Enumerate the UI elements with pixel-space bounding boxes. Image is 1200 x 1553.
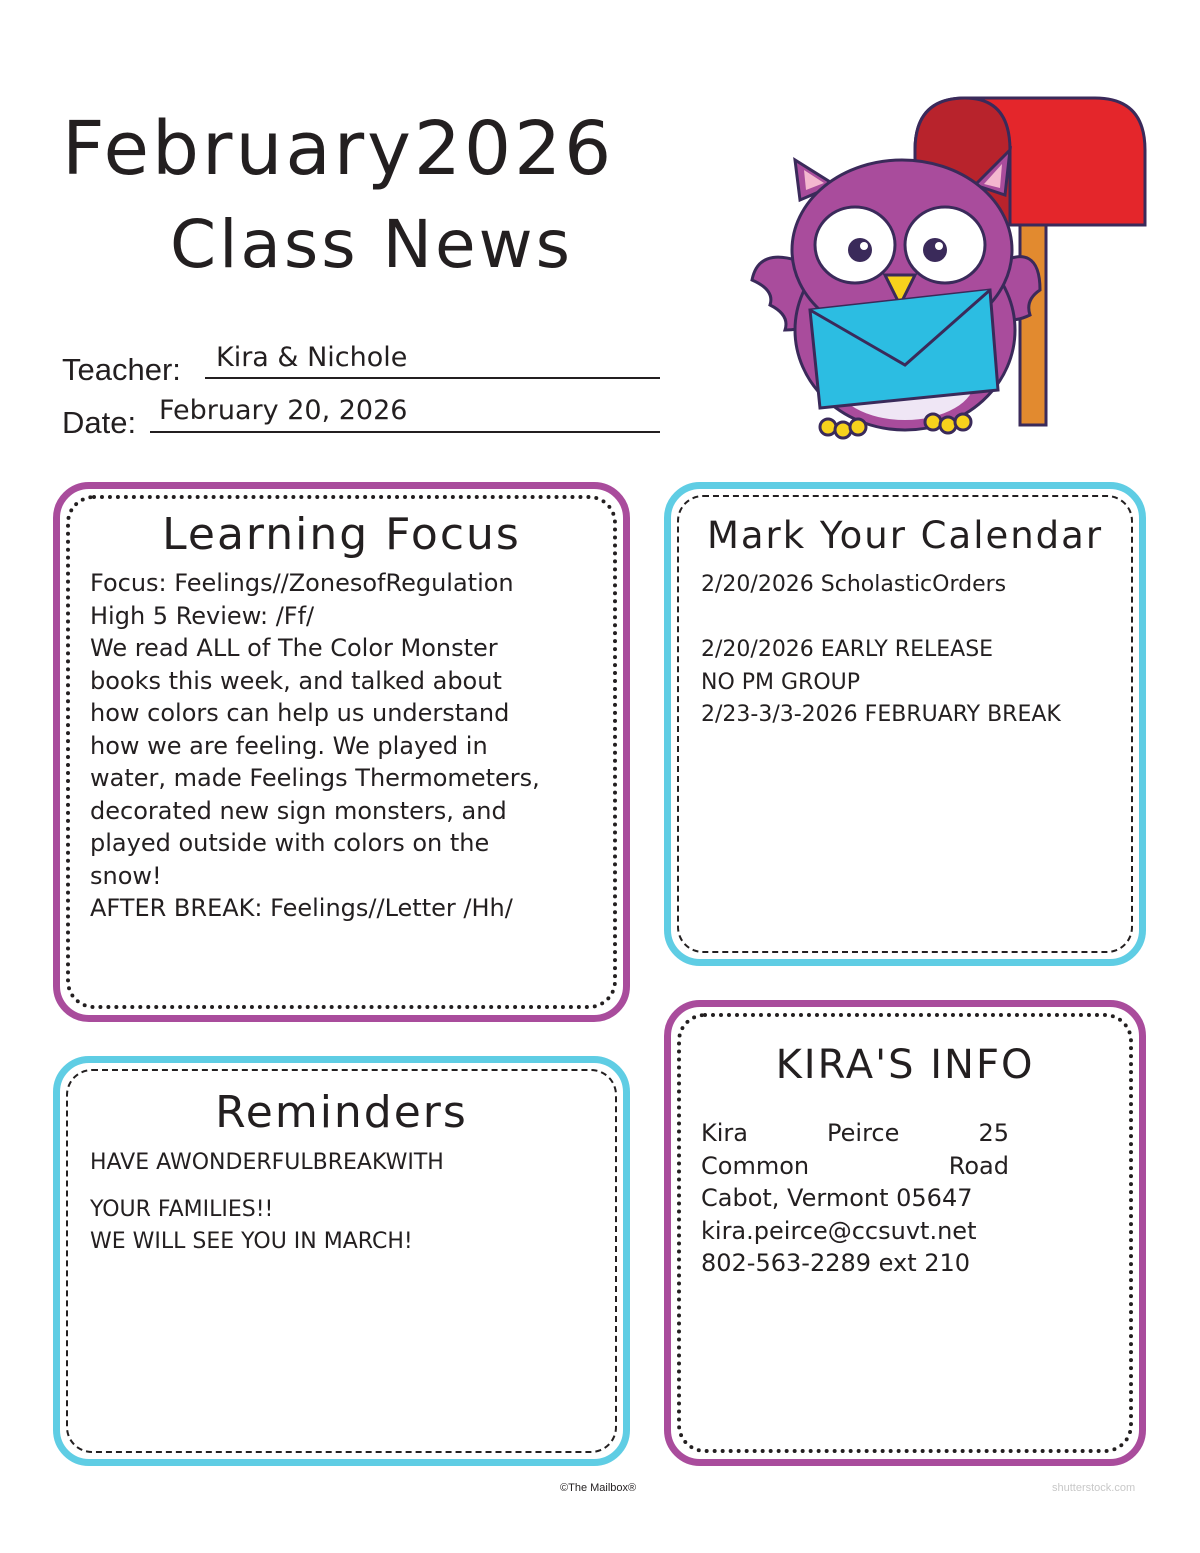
info-word: Kira (701, 1119, 748, 1147)
focus-line: snow! (90, 861, 162, 890)
focus-line: water, made Feelings Thermometers, (90, 764, 540, 792)
watermark: shutterstock.com (1052, 1482, 1136, 1494)
contact-info-text (701, 1117, 1009, 1280)
focus-line: AFTER BREAK: Feelings//Letter /Hh/ (90, 894, 513, 922)
info-word: Peirce (827, 1119, 900, 1147)
focus-line: how we are feeling. We played in (90, 731, 488, 760)
reminder-line: HAVE AWONDERFULBREAKWITH (90, 1150, 444, 1175)
date-value: February 20, 2026 (159, 395, 408, 426)
focus-line: how colors can help us understand (90, 699, 510, 727)
calendar-line: 2/20/2026 ScholasticOrders (701, 572, 1007, 597)
info-email[interactable]: kira.peirce@ccsuvt.net (701, 1216, 977, 1245)
teacher-value: Kira & Nichole (216, 342, 408, 373)
calendar-box (664, 482, 1146, 966)
info-phone: 802-563-2289 ext 210 (701, 1249, 971, 1277)
info-word: 25 (978, 1119, 1009, 1147)
reminder-line: YOUR FAMILIES!! (90, 1196, 274, 1222)
reminders-box (53, 1056, 630, 1466)
focus-line: High 5 Review: /Ff/ (90, 601, 315, 630)
focus-line: books this week, and talked about (90, 666, 502, 695)
learning-focus-title: Learning Focus (162, 509, 521, 560)
calendar-line: 2/20/2026 EARLY RELEASE (701, 637, 994, 662)
date-label: Date: (62, 405, 137, 440)
teacher-label: Teacher: (62, 352, 181, 387)
contact-info-box (664, 1000, 1146, 1466)
calendar-line: NO PM GROUP (701, 669, 861, 695)
learning-focus-box (53, 482, 630, 1022)
calendar-line (701, 602, 1061, 635)
focus-line: played outside with colors on the (90, 829, 490, 857)
copyright-credit: ©The Mailbox® (560, 1482, 637, 1494)
calendar-text (701, 569, 1061, 732)
info-word: Common (701, 1151, 810, 1180)
calendar-title: Mark Your Calendar (706, 514, 1104, 557)
focus-line: We read ALL of The Color Monster (90, 634, 498, 662)
info-word: Road (948, 1151, 1009, 1180)
owl-with-mailbox-icon (740, 90, 1150, 450)
focus-line: decorated new sign monsters, and (90, 796, 507, 825)
teacher-underline (205, 377, 660, 379)
newsletter-title: Class News (170, 206, 573, 283)
info-name-line (701, 1117, 1009, 1150)
info-city-line: Cabot, Vermont 05647 (701, 1184, 973, 1212)
calendar-line: 2/23-3/3-2026 FEBRUARY BREAK (701, 702, 1061, 727)
info-street-line (701, 1150, 1009, 1183)
info-title: KIRA'S INFO (775, 1042, 1035, 1088)
reminders-title: Reminders (215, 1087, 468, 1138)
date-underline (150, 431, 660, 433)
reminder-line: WE WILL SEE YOU IN MARCH! (90, 1229, 413, 1254)
reminders-text (90, 1147, 444, 1259)
focus-line: Focus: Feelings//ZonesofRegulation (90, 569, 514, 597)
newsletter-title-month: February2026 (62, 106, 615, 192)
learning-focus-text (90, 567, 540, 925)
